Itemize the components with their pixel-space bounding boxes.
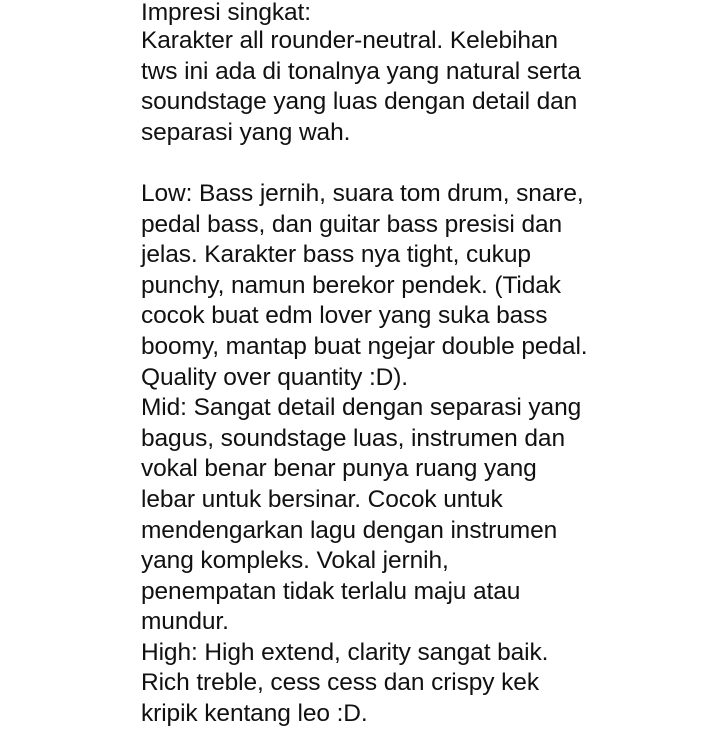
text-line-low: Low: Bass jernih, suara tom drum, snare, [141,179,584,207]
text-line: penempatan tidak terlalu maju atau [141,577,521,605]
text-line: boomy, mantap buat ngejar double pedal. [141,332,588,360]
text-line: separasi yang wah. [141,118,351,146]
text-line: Karakter all rounder-neutral. Kelebihan [141,27,558,54]
text-line: cocok buat edm lover yang suka bass [141,302,548,330]
text-line: punchy, namun berekor pendek. (Tidak [141,271,561,299]
review-text [141,0,721,730]
text-line-mid: Mid: Sangat detail dengan separasi yang [141,394,582,422]
text-line: mundur. [141,608,229,636]
text-line: yang kompleks. Vokal jernih, [141,547,449,575]
text-line: pedal bass, dan guitar bass presisi dan [141,210,563,238]
text-line: jelas. Karakter bass nya tight, cukup [141,241,531,269]
text-line: vokal benar benar punya ruang yang [141,455,537,483]
text-line: lebar untuk bersinar. Cocok untuk [141,485,503,513]
text-line: kripik kentang leo :D. [141,700,368,728]
text-line: Quality over quantity :D). [141,363,409,391]
blank-line [141,148,721,179]
text-line-high: High: High extend, clarity sangat baik. [141,638,549,666]
heading-impresi: Impresi singkat: [141,0,311,26]
text-line: soundstage yang luas dengan detail dan [141,88,578,116]
text-line: bagus, soundstage luas, instrumen dan [141,424,565,452]
text-line: tws ini ada di tonalnya yang natural serta [141,57,581,85]
text-line: mendengarkan lagu dengan instrumen [141,516,558,544]
text-line: Rich treble, cess cess dan crispy kek [141,669,539,697]
